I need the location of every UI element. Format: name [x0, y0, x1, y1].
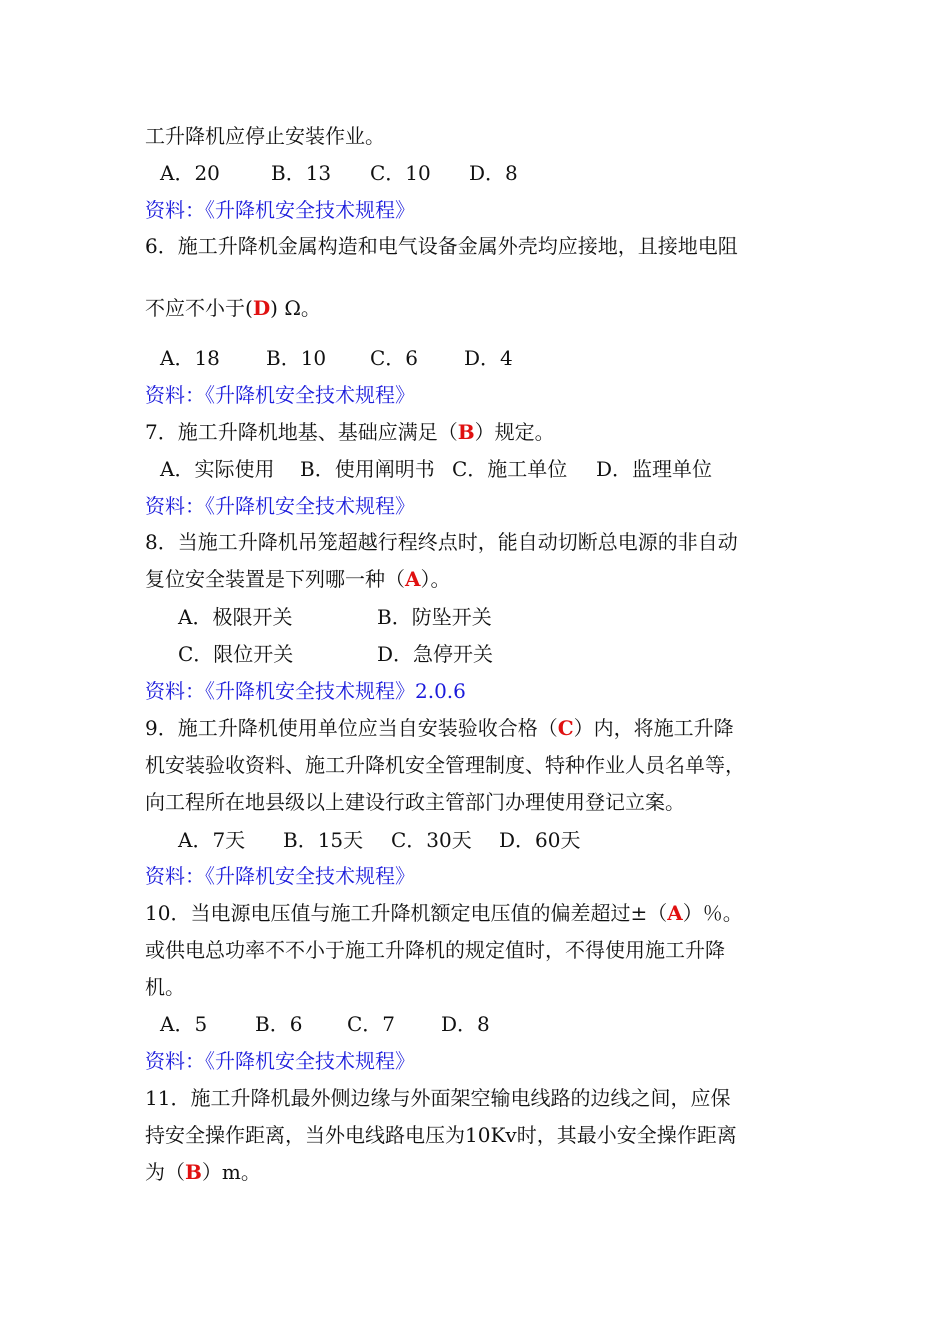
- q7-stem-pre: 7．施工升降机地基、基础应满足（: [145, 420, 458, 444]
- q11-stem-line3: [145, 1159, 261, 1185]
- q11-stem-line2: 持安全操作距离，当外电线路电压为10Kv时，其最小安全操作距离: [145, 1123, 737, 1147]
- q6-stem-line1: 6．施工升降机金属构造和电气设备金属外壳均应接地，且接地电阻: [145, 234, 738, 258]
- q8-option-a: A．极限开关: [178, 605, 293, 629]
- q9-source: 资料：《升降机安全技术规程》: [145, 864, 415, 888]
- q8-stem-post: ）。: [420, 567, 451, 591]
- q10-option-d: D．8: [441, 1012, 490, 1036]
- q6-source: 资料：《升降机安全技术规程》: [145, 383, 415, 407]
- q7-answer: B: [457, 420, 475, 444]
- q9-stem-pre: 9．施工升降机使用单位应当自安装验收合格（: [145, 716, 558, 740]
- q7-source: 资料：《升降机安全技术规程》: [145, 494, 415, 518]
- q6-stem-post: ) Ω。: [270, 296, 321, 320]
- q9-stem-line3: 向工程所在地县级以上建设行政主管部门办理使用登记立案。: [145, 790, 685, 814]
- q5-stem-tail: 工升降机应停止安装作业。: [145, 124, 385, 148]
- q10-stem-line3: 机。: [145, 975, 185, 999]
- q6-answer: D: [252, 296, 271, 320]
- q5-option-b: B．13: [271, 161, 332, 185]
- q6-option-a: A．18: [160, 346, 220, 370]
- q11-stem-line1: 11．施工升降机最外侧边缘与外面架空输电线路的边线之间，应保: [145, 1086, 731, 1110]
- q6-option-c: C．6: [370, 346, 419, 370]
- q10-answer: A: [667, 901, 683, 925]
- q7-option-a: A．实际使用: [160, 457, 275, 481]
- q10-stem-pre: 10．当电源电压值与施工升降机额定电压值的偏差超过±（: [145, 901, 668, 925]
- q10-source: 资料：《升降机安全技术规程》: [145, 1049, 415, 1073]
- q10-option-b: B．6: [255, 1012, 303, 1036]
- q8-option-c: C．限位开关: [178, 642, 294, 666]
- q9-option-b: B．15天: [283, 828, 364, 852]
- q6-stem-line2: [145, 295, 321, 321]
- q8-answer: A: [405, 567, 421, 591]
- q9-option-d: D．60天: [499, 828, 581, 852]
- q10-option-a: A．5: [160, 1012, 208, 1036]
- q8-stem-line2: [145, 566, 451, 592]
- q7-option-d: D．监理单位: [596, 457, 713, 481]
- q8-stem-pre: 复位安全装置是下列哪一种（: [145, 567, 405, 591]
- q5-option-d: D．8: [469, 161, 518, 185]
- q7-option-b: B．使用阐明书: [300, 457, 435, 481]
- q10-stem-line2: 或供电总功率不不小于施工升降机的规定值时，不得使用施工升降: [145, 938, 725, 962]
- q9-option-c: C．30天: [391, 828, 472, 852]
- q10-stem-post: ）％。: [682, 901, 743, 925]
- q8-source: 资料：《升降机安全技术规程》2.0.6: [145, 679, 466, 703]
- q8-stem-line1: 8．当施工升降机吊笼超越行程终点时，能自动切断总电源的非自动: [145, 530, 738, 554]
- q5-option-c: C．10: [370, 161, 431, 185]
- q7-option-c: C．施工单位: [452, 457, 568, 481]
- q9-answer: C: [557, 716, 574, 740]
- q6-option-b: B．10: [266, 346, 327, 370]
- q5-option-a: A．20: [160, 161, 220, 185]
- q6-option-d: D．4: [464, 346, 513, 370]
- q7-stem-post: ）规定。: [474, 420, 555, 444]
- q8-option-d: D．急停开关: [377, 642, 494, 666]
- q11-stem-pre: 为（: [145, 1160, 185, 1184]
- q11-stem-post: ）m。: [201, 1160, 261, 1184]
- q6-stem-pre: 不应不小于(: [145, 296, 253, 320]
- q10-stem-line1: [145, 900, 743, 926]
- q10-option-c: C．7: [347, 1012, 396, 1036]
- q8-option-b: B．防坠开关: [377, 605, 492, 629]
- q5-source: 资料：《升降机安全技术规程》: [145, 198, 415, 222]
- q11-answer: B: [185, 1160, 202, 1184]
- q9-stem-post: ）内，将施工升降: [573, 716, 734, 740]
- q9-stem-line1: [145, 715, 734, 741]
- q7-stem: [145, 419, 555, 445]
- q9-option-a: A．7天: [178, 828, 246, 852]
- q9-stem-line2: 机安装验收资料、施工升降机安全管理制度、特种作业人员名单等，: [145, 753, 745, 777]
